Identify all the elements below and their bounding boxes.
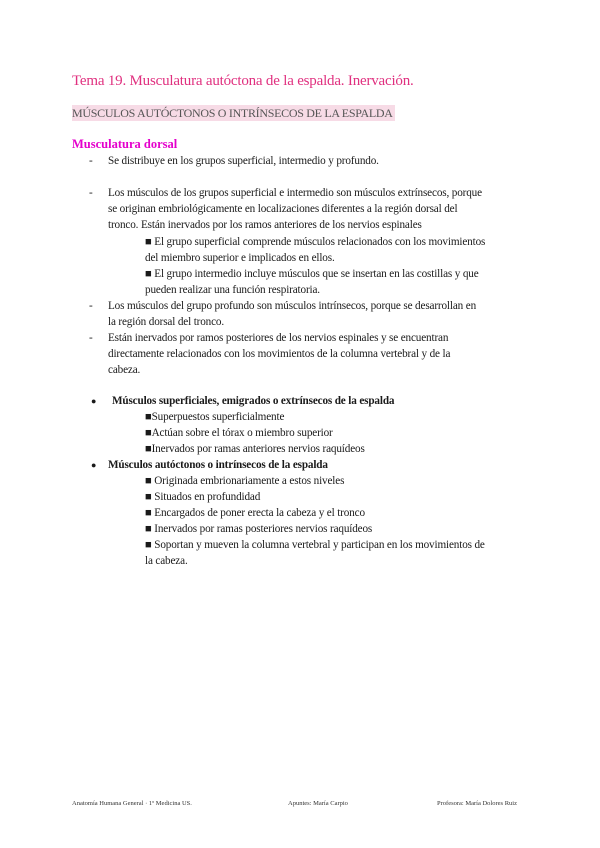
page-title: Tema 19. Musculatura autóctona de la espalda. Inervación. xyxy=(72,73,414,89)
footer-professor: Profesora: María Dolores Ruiz xyxy=(437,800,517,807)
dash-marker: - xyxy=(89,187,93,199)
bullet-marker: ● xyxy=(91,396,97,406)
list-sub-item: la cabeza. xyxy=(145,555,188,567)
dash-marker: - xyxy=(89,155,93,167)
sub-point-line: pueden realizar una función respiratoria. xyxy=(145,284,320,296)
list-sub-item: ■ Encargados de poner erecta la cabeza y el tronco xyxy=(145,507,365,519)
paragraph-4-line: directamente relacionados con los movimientos de la columna vertebral y de la xyxy=(108,348,451,360)
list-sub-item: ■Superpuestos superficialmente xyxy=(145,411,285,423)
paragraph-1: Se distribuye en los grupos superficial, intermedio y profundo. xyxy=(108,155,379,167)
list-sub-item: ■ Originada embrionariamente a estos niveles xyxy=(145,475,345,487)
list-item-title: Músculos superficiales, emigrados o extrínsecos de la espalda xyxy=(112,395,395,407)
paragraph-2-line: Los músculos de los grupos superficial e intermedio son músculos extrínsecos, porque xyxy=(108,187,482,199)
paragraph-2-line: tronco. Están inervados por los ramos anteriores de los nervios espinales xyxy=(108,219,422,231)
list-item-title: Músculos autóctonos o intrínsecos de la espalda xyxy=(108,459,328,471)
paragraph-3-line: la región dorsal del tronco. xyxy=(108,316,225,328)
list-sub-item: ■Inervados por ramas anteriores nervios raquídeos xyxy=(145,443,365,455)
list-sub-item: ■ Inervados por ramas posteriores nervios raquídeos xyxy=(145,523,373,535)
footer-course: Anatomía Humana General · 1º Medicina US. xyxy=(72,800,192,807)
list-sub-item: ■ Situados en profundidad xyxy=(145,491,261,503)
list-sub-item: ■Actúan sobre el tórax o miembro superior xyxy=(145,427,333,439)
list-sub-item: ■ Soportan y mueven la columna vertebral y participan en los movimientos de xyxy=(145,539,485,551)
sub-point-line: ■ El grupo intermedio incluye músculos que se insertan en las costillas y que xyxy=(145,268,479,280)
paragraph-3-line: Los músculos del grupo profundo son músculos intrínsecos, porque se desarrollan en xyxy=(108,300,477,312)
paragraph-4-line: cabeza. xyxy=(108,364,141,376)
paragraph-2-line: se originan embriológicamente en localizaciones diferentes a la región dorsal del xyxy=(108,203,458,215)
sub-point-line: ■ El grupo superficial comprende músculos relacionados con los movimientos xyxy=(145,236,486,248)
bullet-marker: ● xyxy=(91,460,97,470)
section-subtitle: MÚSCULOS AUTÓCTONOS O INTRÍNSECOS DE LA ESPALDA xyxy=(72,106,393,120)
sub-point-line: del miembro superior e implicados en ellos. xyxy=(145,252,335,264)
paragraph-4-line: Están inervados por ramos posteriores de los nervios espinales y se encuentran xyxy=(108,332,449,344)
dash-marker: - xyxy=(89,300,93,312)
dash-marker: - xyxy=(89,332,93,344)
footer-author: Apuntes: María Carpio xyxy=(288,800,348,807)
section-heading: Musculatura dorsal xyxy=(72,137,178,151)
